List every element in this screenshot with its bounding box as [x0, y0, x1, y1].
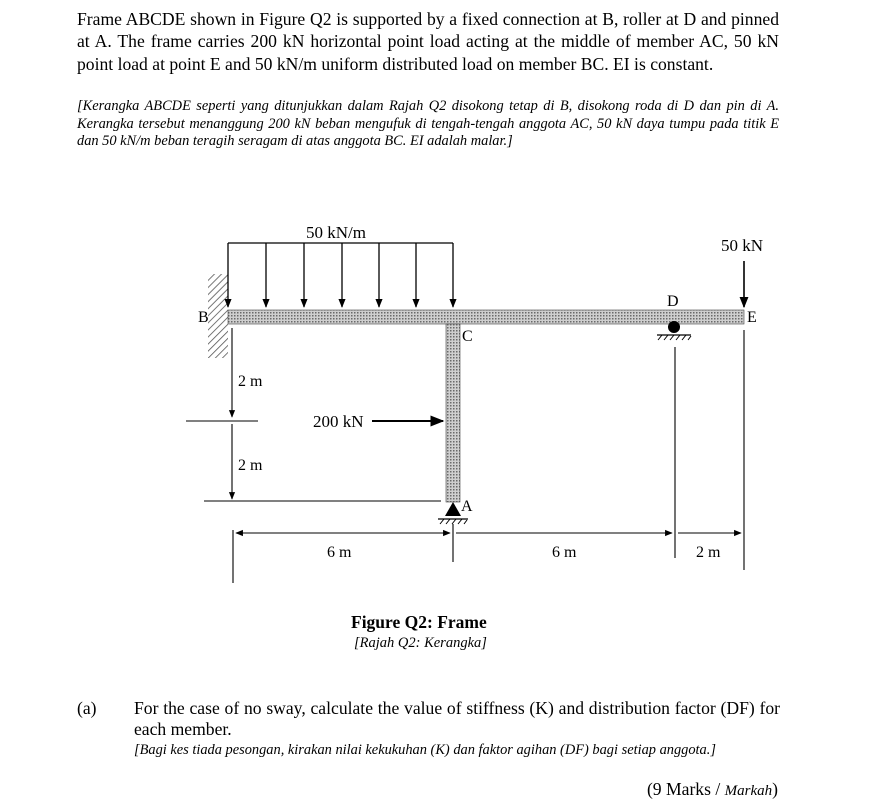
node-d-label: D	[667, 293, 679, 310]
figure-caption-en: Figure Q2: Frame	[351, 612, 487, 632]
node-e-label: E	[747, 309, 757, 326]
horizontal-dimensions	[233, 330, 744, 583]
dim-span-bc: 6 m	[327, 544, 352, 561]
udl-label: 50 kN/m	[306, 223, 366, 242]
dim-span-de: 2 m	[696, 544, 721, 561]
dim-upper-height: 2 m	[238, 373, 263, 390]
dim-span-cd: 6 m	[552, 544, 577, 561]
marks-en: (9 Marks /	[646, 779, 725, 799]
part-a-marks	[647, 779, 778, 800]
node-c-label: C	[462, 328, 473, 345]
part-a-label: (a)	[77, 698, 97, 718]
horizontal-load-label: 200 kN	[313, 412, 364, 431]
marks-ms: Markah	[724, 783, 773, 799]
member-be	[228, 310, 744, 324]
fixed-support-b	[208, 274, 228, 358]
node-a-label: A	[461, 498, 473, 515]
question-intro-ms: [Kerangka ABCDE seperti yang ditunjukkan dalam Rajah Q2 disokong tetap di B, disokong roda di D dan pin di A. Kerangka tersebut menanggung 200 kN beban mengufuk di tengah-tengah anggota AC, 50 kN daya tumpu pada titik E dan 50 kN/m beban teragih seragam di atas anggota BC. EI adalah malar.]	[77, 98, 779, 150]
figure-caption-ms: [Rajah Q2: Kerangka]	[354, 635, 487, 651]
dim-lower-height: 2 m	[238, 457, 263, 474]
question-intro-en: Frame ABCDE shown in Figure Q2 is supported by a fixed connection at B, roller at D and pinned at A. The frame carries 200 kN horizontal point load acting at the middle of member AC, 50 kN point load at point E and 50 kN/m uniform distributed load on member BC. EI is constant.	[77, 9, 779, 74]
member-ac	[446, 324, 460, 502]
point-load-label: 50 kN	[721, 236, 764, 255]
marks-close: )	[772, 779, 778, 799]
node-b-label: B	[198, 309, 209, 326]
part-a-text-ms: [Bagi kes tiada pesongan, kirakan nilai kekukuhan (K) dan faktor agihan (DF) bagi setiap anggota.]	[134, 742, 716, 758]
part-a-text-en: For the case of no sway, calculate the value of stiffness (K) and distribution factor (DF) for each member.	[134, 698, 780, 739]
udl-load	[228, 243, 453, 307]
